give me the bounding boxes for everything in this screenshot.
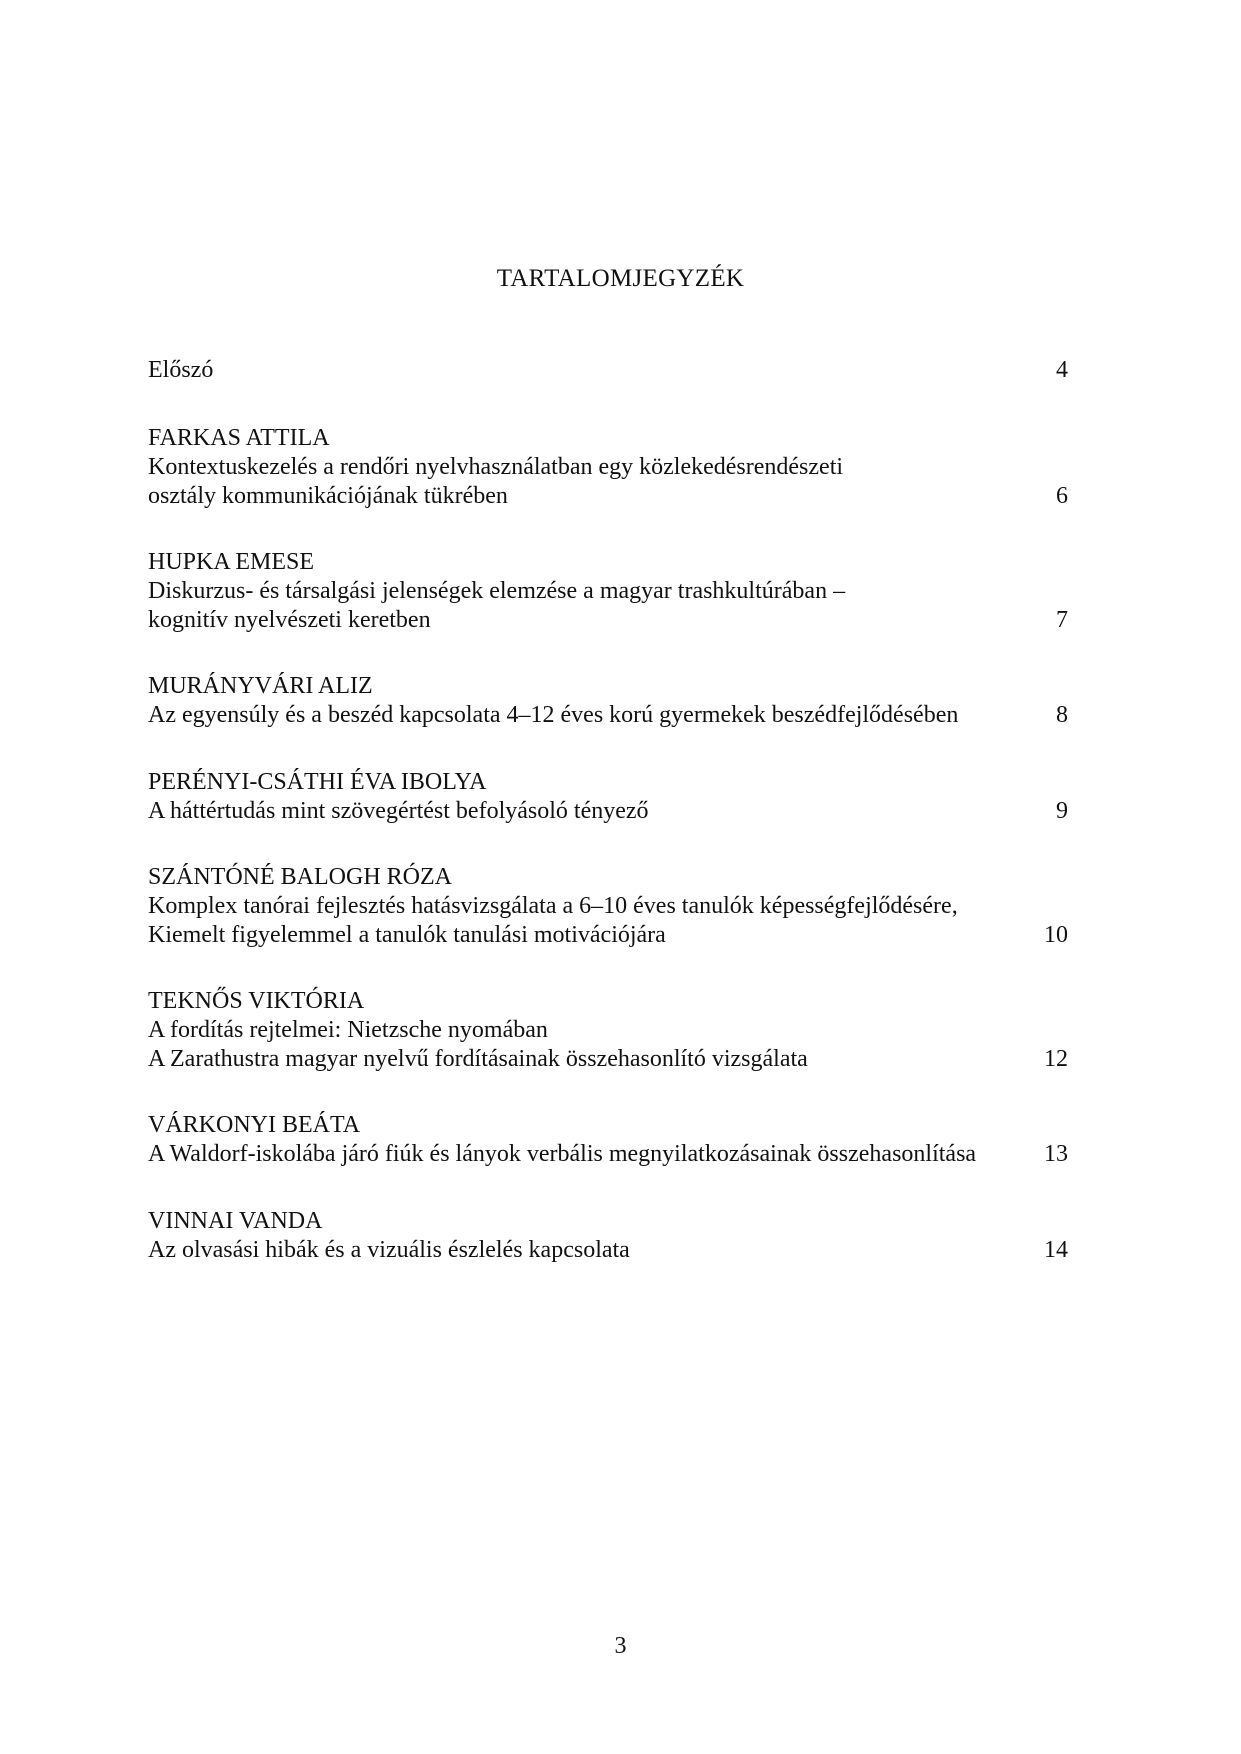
toc-entry-line: A háttértudás mint szövegértést befolyásoló tényező — [148, 798, 649, 824]
toc-page-number: 9 — [1056, 798, 1068, 824]
toc-entry-szantone — [148, 863, 1068, 950]
toc-entry-line: A Zarathustra magyar nyelvű fordításainak összehasonlító vizsgálata — [148, 1046, 808, 1072]
toc-entry-line: Kontextuskezelés a rendőri nyelvhasználatban egy közlekedésrendészeti — [148, 454, 844, 480]
toc-page-number: 14 — [1044, 1237, 1068, 1263]
toc-title: TARTALOMJEGYZÉK — [496, 265, 745, 292]
toc-entry-line: osztály kommunikációjának tükrében — [148, 483, 508, 509]
toc-page-number: 12 — [1044, 1046, 1068, 1072]
toc-page-number: 4 — [1056, 357, 1068, 383]
toc-page-number: 6 — [1056, 483, 1068, 509]
toc-entry-line: A fordítás rejtelmei: Nietzsche nyomában — [148, 1017, 548, 1043]
toc-entry-author: MURÁNYVÁRI ALIZ — [148, 673, 373, 699]
toc-entry-author: FARKAS ATTILA — [148, 425, 330, 451]
toc-page-number: 8 — [1056, 702, 1068, 728]
toc-entry-vinnai — [148, 1207, 1068, 1265]
toc-entry-line: kognitív nyelvészeti keretben — [148, 607, 431, 633]
toc-page-number: 13 — [1044, 1141, 1068, 1167]
toc-entry-line: A Waldorf-iskolába járó fiúk és lányok verbális megnyilatkozásainak összehasonlítása — [148, 1141, 977, 1167]
toc-entry-foreword — [148, 356, 1068, 385]
toc-entry-author: HUPKA EMESE — [148, 549, 315, 575]
toc-entry-line: Diskurzus- és társalgási jelenségek elemzése a magyar trashkultúrában – — [148, 578, 846, 604]
toc-entry-line: Az olvasási hibák és a vizuális észlelés kapcsolata — [148, 1237, 630, 1263]
page-number: 3 — [614, 1633, 627, 1659]
toc-entry-farkas — [148, 424, 1068, 511]
toc-entry-teknos — [148, 987, 1068, 1074]
toc-entry-line: Kiemelt figyelemmel a tanulók tanulási motivációjára — [148, 922, 666, 948]
toc-entry-line: Az egyensúly és a beszéd kapcsolata 4–12 éves korú gyermekek beszédfejlődésében — [148, 702, 959, 728]
toc-entry-line: Komplex tanórai fejlesztés hatásvizsgálata a 6–10 éves tanulók képességfejlődésére, — [148, 893, 958, 919]
toc-entry-varkonyi — [148, 1111, 1068, 1169]
toc-entry-author: VÁRKONYI BEÁTA — [148, 1112, 361, 1138]
toc-entry-author: VINNAI VANDA — [148, 1208, 323, 1234]
toc-entry-muranyvari — [148, 672, 1068, 730]
toc-entry-line: Előszó — [148, 357, 214, 383]
toc-entry-author: SZÁNTÓNÉ BALOGH RÓZA — [148, 864, 452, 890]
toc-entry-author: PERÉNYI-CSÁTHI ÉVA IBOLYA — [148, 769, 487, 795]
toc-page-number: 7 — [1056, 607, 1068, 633]
toc-entry-author: TEKNŐS VIKTÓRIA — [148, 988, 365, 1014]
toc-page-number: 10 — [1044, 922, 1068, 948]
toc-entry-hupka — [148, 548, 1068, 635]
toc-entry-perenyi — [148, 768, 1068, 826]
